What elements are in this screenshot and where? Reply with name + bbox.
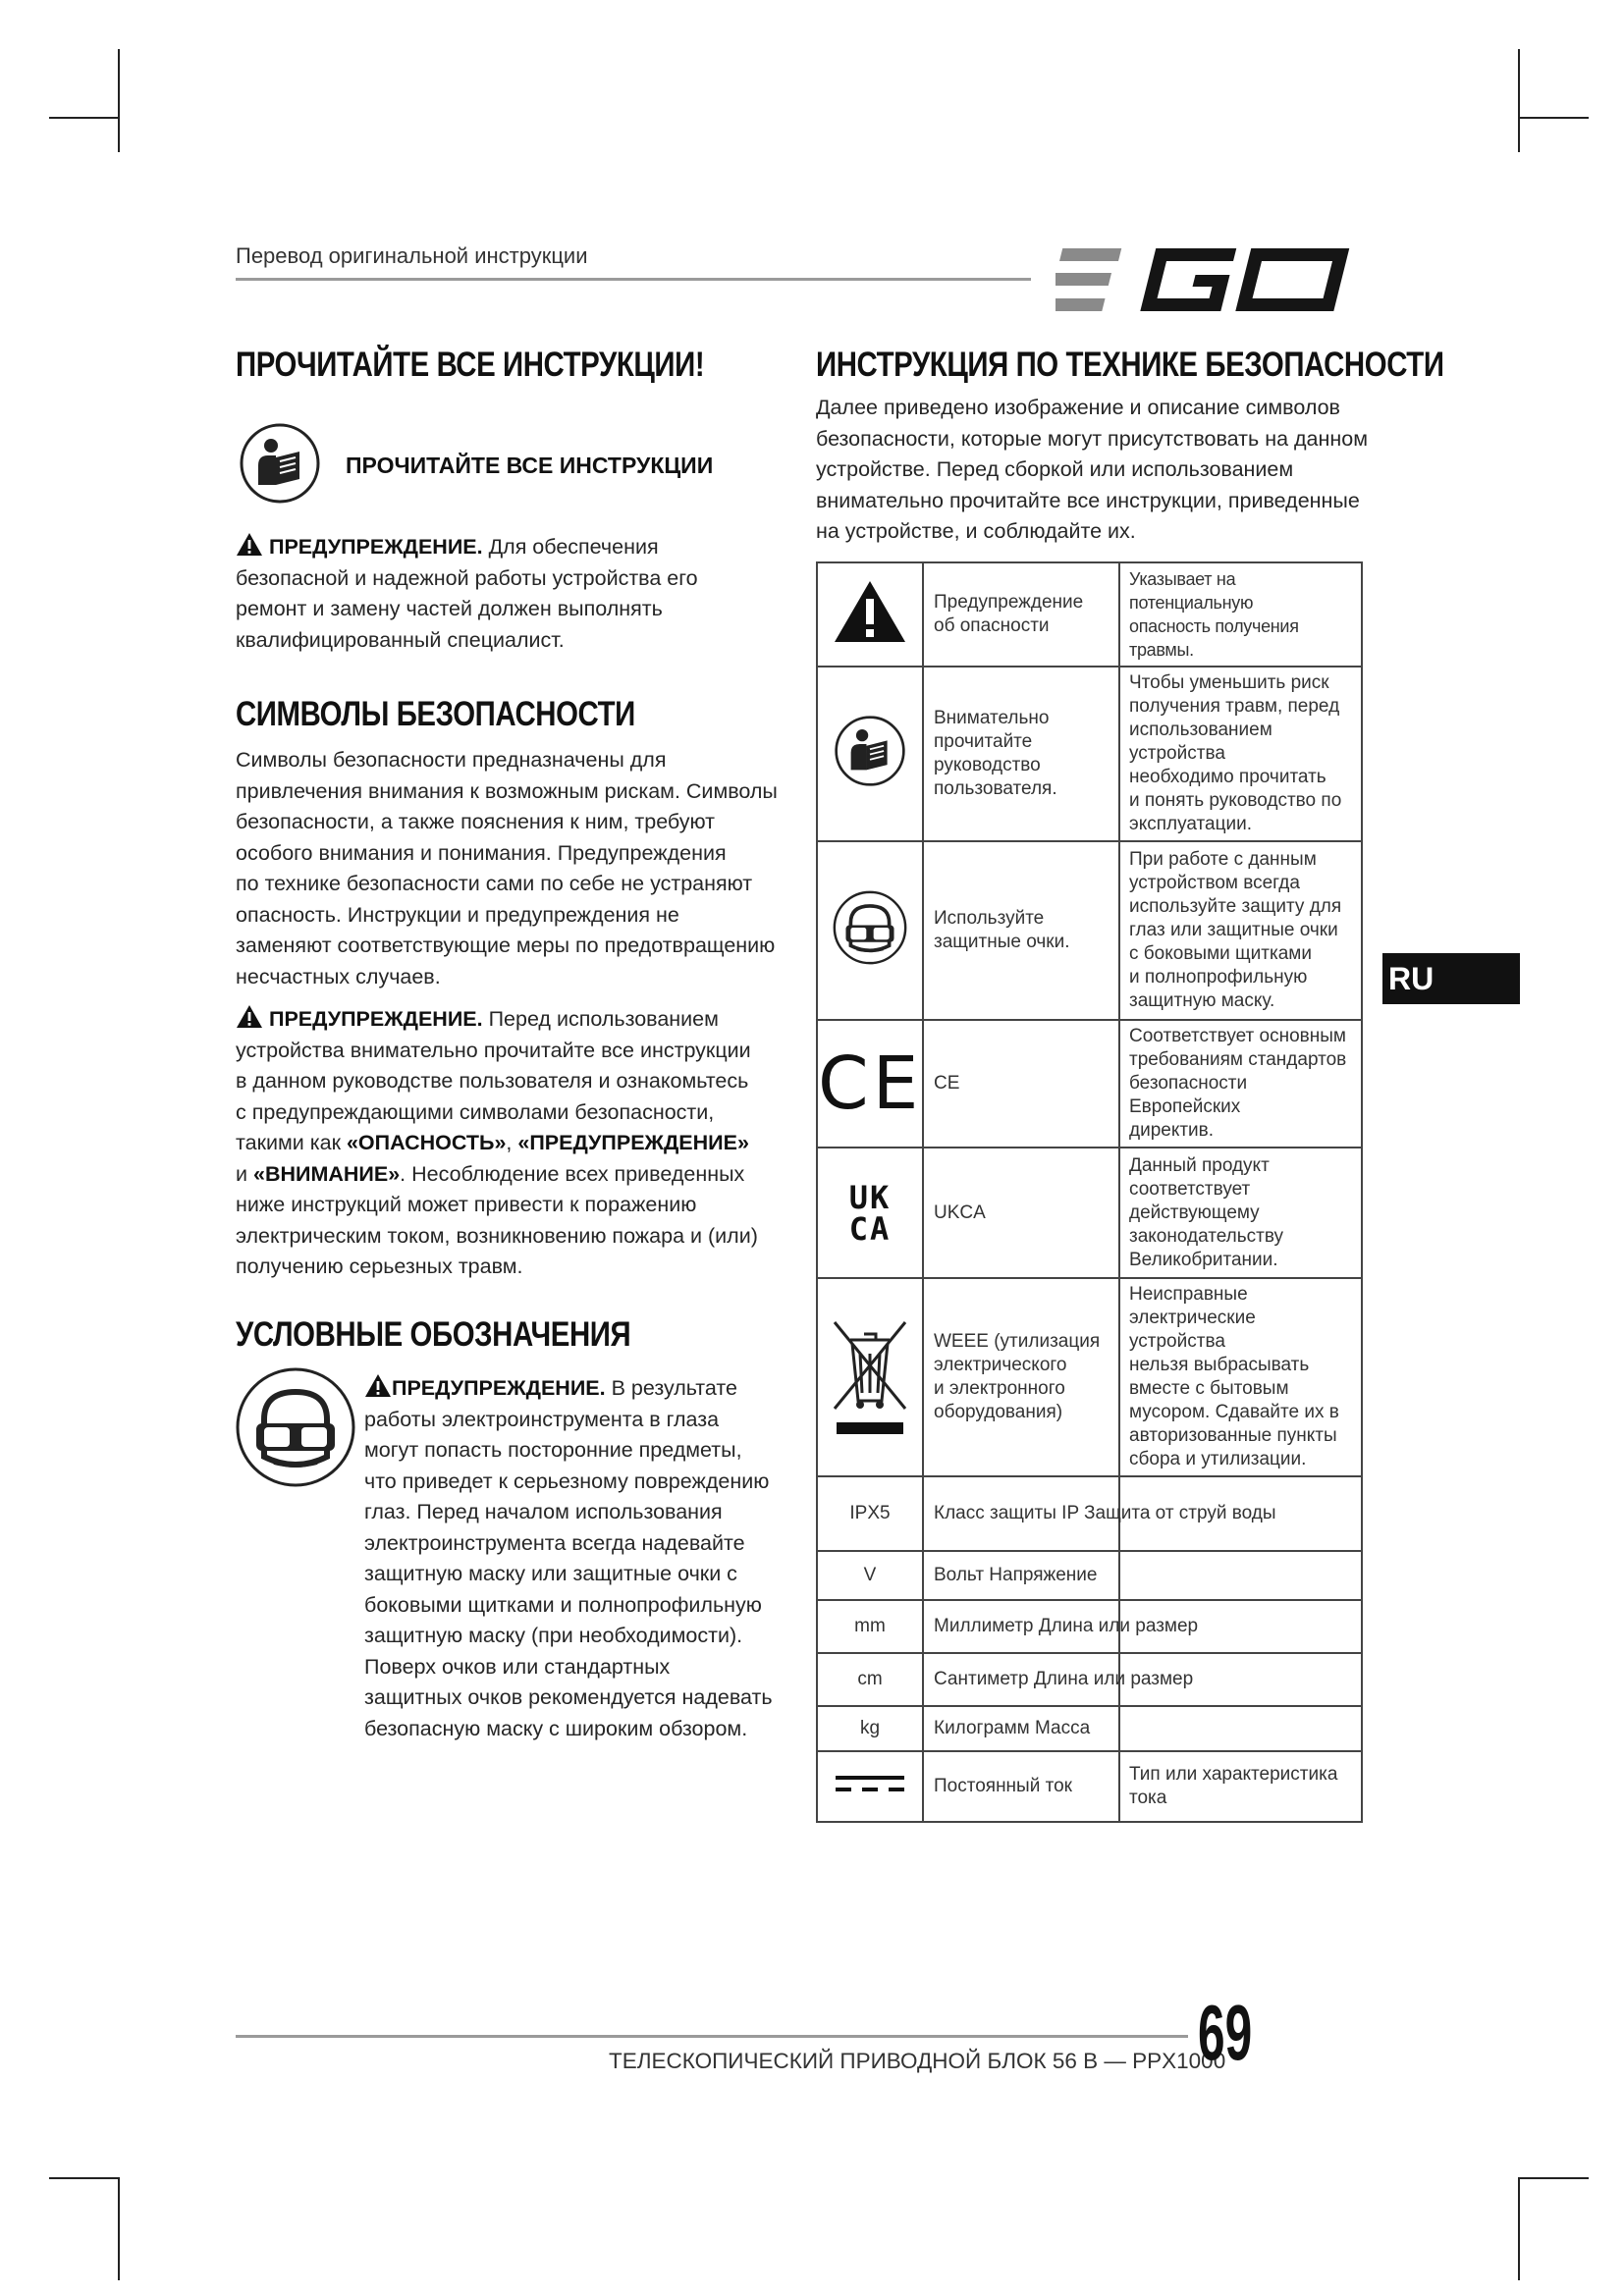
header-rule: [236, 278, 1031, 281]
cell-line: Чтобы уменьшить риск: [1129, 672, 1329, 693]
text-line: безопасную маску с широким обзором.: [364, 1716, 748, 1740]
name-cell: [923, 1551, 1119, 1600]
text-line: устройстве. Перед сборкой или использованием: [816, 457, 1294, 481]
desc-cell: [1119, 1751, 1362, 1822]
text-span: такими как: [236, 1131, 347, 1154]
ego-logo: [1056, 245, 1362, 314]
text-line: опасность. Инструкции и предупреждения не: [236, 902, 679, 927]
text-line: на устройстве, и соблюдайте их.: [816, 519, 1136, 543]
header-label: Перевод оригинальной инструкции: [236, 243, 588, 268]
symbol-cell: [817, 667, 923, 841]
name-cell: [923, 562, 1119, 667]
table-row: [817, 667, 1362, 841]
crop-mark: [1518, 2177, 1520, 2280]
text-line: Далее приведено изображение и описание символов: [816, 396, 1340, 419]
cell-line: Миллиметр Длина или размер: [934, 1616, 1199, 1636]
cell-line: получения травм, перед: [1129, 696, 1340, 717]
cell-line: Великобритании.: [1129, 1249, 1278, 1270]
symbol-cell: kg: [817, 1706, 923, 1751]
symbol-cell: [817, 1020, 923, 1148]
name-cell: [923, 1020, 1119, 1148]
ce-mark-icon: CE: [818, 1041, 923, 1126]
cell-line: электрического: [934, 1355, 1067, 1375]
cell-line: Килограмм Масса: [934, 1718, 1091, 1738]
text-line: в данном руководстве пользователя и ознакомьтесь: [236, 1069, 749, 1093]
table-row: [817, 1653, 1362, 1706]
text-line: защитных очков рекомендуется надевать: [364, 1685, 773, 1709]
text-line: боковыми щитками и полнопрофильную: [364, 1592, 762, 1617]
cell-line: Предупреждение: [934, 592, 1084, 613]
text-line: защитную маску (при необходимости).: [364, 1624, 743, 1647]
direct-current-icon: [836, 1774, 904, 1793]
text-line: внимательно прочитайте все инструкции, приведенные: [816, 488, 1360, 512]
table-row: [817, 1148, 1362, 1278]
warning-label: ПРЕДУПРЕЖДЕНИЕ.: [269, 535, 483, 559]
text-line: электроинструмента всегда надевайте: [364, 1530, 745, 1555]
text-line: с предупреждающими символами безопасности,: [236, 1099, 715, 1124]
symbol-cell: [817, 1278, 923, 1476]
safety-instructions-title: ИНСТРУКЦИЯ ПО ТЕХНИКЕ БЕЗОПАСНОСТИ: [816, 346, 1444, 384]
desc-cell: [1119, 1148, 1362, 1278]
legend-title: УСЛОВНЫЕ ОБОЗНАЧЕНИЯ: [236, 1315, 631, 1354]
symbol-cell: mm: [817, 1600, 923, 1653]
name-cell: [923, 1476, 1276, 1551]
warning-triangle-icon: [833, 579, 907, 644]
weee-bin-icon: [831, 1310, 909, 1438]
cell-line: используйте защиту для: [1129, 896, 1342, 917]
cell-line: Указывает на потенциальную: [1129, 569, 1254, 613]
text-line: безопасной и надежной работы устройства его: [236, 565, 698, 590]
safety-glasses-icon: [833, 890, 907, 965]
emphasis-text: «ОПАСНОСТЬ»: [346, 1131, 507, 1154]
cell-line: WEEE (утилизация: [934, 1331, 1101, 1352]
cell-line: использованием устройства: [1129, 720, 1272, 764]
crop-mark: [49, 117, 120, 119]
crop-mark: [1518, 117, 1589, 119]
warning-text: Для обеспечения: [482, 535, 659, 559]
text-line: [236, 1128, 795, 1159]
text-line: особого внимания и понимания. Предупреждения: [236, 840, 727, 865]
footer-rule: [236, 2035, 1188, 2038]
cell-line: Класс защиты IP Защита от струй воды: [934, 1503, 1276, 1523]
text-line: работы электроинструмента в глаза: [364, 1407, 720, 1431]
cell-line: и полнопрофильную: [1129, 967, 1308, 988]
symbol-cell: [817, 1751, 923, 1822]
crop-mark: [1518, 2177, 1589, 2179]
cell-line: Соответствует основным: [1129, 1026, 1346, 1046]
cell-line: Используйте: [934, 908, 1045, 929]
read-all-title: ПРОЧИТАЙТЕ ВСЕ ИНСТРУКЦИИ!: [236, 346, 705, 384]
cell-line: законодательству: [1129, 1225, 1284, 1247]
cell-line: Сантиметр Длина или размер: [934, 1669, 1194, 1689]
text-span: ,: [506, 1131, 518, 1154]
name-cell: [923, 667, 1119, 841]
text-line: устройства внимательно прочитайте все инструкции: [236, 1038, 751, 1062]
text-line: квалифицированный специалист.: [236, 627, 565, 652]
cell-line: авторизованные пункты: [1129, 1425, 1337, 1446]
safety-intro: [816, 393, 1376, 548]
name-cell: [923, 1148, 1119, 1278]
table-row: [817, 841, 1362, 1020]
table-row: [817, 1020, 1362, 1148]
read-icon-label: ПРОЧИТАЙТЕ ВСЕ ИНСТРУКЦИИ: [346, 453, 714, 478]
cell-line: об опасности: [934, 615, 1050, 636]
desc-cell: [1119, 667, 1362, 841]
cell-line: и понять руководство по: [1129, 790, 1342, 811]
cell-line: руководство: [934, 755, 1041, 775]
symbol-cell: cm: [817, 1653, 923, 1706]
cell-line: и электронного: [934, 1378, 1065, 1399]
cell-line: При работе с данным: [1129, 849, 1317, 870]
read-manual-icon: [834, 715, 906, 787]
symbol-cell: IPX5: [817, 1476, 923, 1551]
text-line: безопасности, которые могут присутствовать на данном: [816, 426, 1368, 451]
cell-line: директив.: [1129, 1120, 1215, 1141]
cell-line: Вольт Напряжение: [934, 1565, 1098, 1585]
text-line: что приведет к серьезному повреждению: [364, 1468, 770, 1493]
read-manual-icon: [239, 422, 321, 505]
cell-line: мусором. Сдавайте их в: [1129, 1402, 1339, 1422]
text-line: по технике безопасности сами по себе не устраняют: [236, 872, 753, 895]
cell-line: оборудования): [934, 1402, 1063, 1422]
text-line: ремонт и замену частей должен выполнять: [236, 597, 663, 620]
symbol-cell: V: [817, 1551, 923, 1600]
symbol-cell: [817, 562, 923, 667]
text-line: безопасности, а также пояснения к ним, требуют: [236, 810, 716, 833]
warning-2: [236, 1004, 795, 1283]
text-line: защитную маску или защитные очки с: [364, 1562, 737, 1585]
cell-line: глаз или защитные очки: [1129, 920, 1338, 940]
crop-mark: [118, 2177, 120, 2280]
warning-3: [364, 1373, 786, 1744]
warning-icon: [236, 532, 263, 557]
name-cell: [923, 1653, 1194, 1706]
cell-line: Постоянный ток: [934, 1776, 1072, 1796]
cell-line: Тип или характеристика: [1129, 1764, 1338, 1785]
cell-line: устройством всегда: [1129, 873, 1300, 893]
table-row: [817, 1706, 1362, 1751]
cell-line: пользователя.: [934, 778, 1057, 799]
cell-line: тока: [1129, 1788, 1167, 1808]
text-line: электрическим током, возникновению пожара и (или): [236, 1223, 758, 1248]
desc-cell: [1119, 1020, 1362, 1148]
text-line: несчастных случаев.: [236, 964, 441, 988]
table-row: [817, 1600, 1362, 1653]
cell-line: Данный продукт: [1129, 1154, 1270, 1176]
name-cell: [923, 1706, 1119, 1751]
cell-line: защитные очки.: [934, 932, 1070, 952]
symbol-cell: [817, 841, 923, 1020]
desc-cell: [1119, 841, 1362, 1020]
name-cell: [923, 1278, 1119, 1476]
warning-1: [236, 532, 785, 656]
cell-line: сбора и утилизации.: [1129, 1449, 1307, 1469]
cell-line: с боковыми щитками: [1129, 943, 1312, 964]
cell-line: безопасности Европейских: [1129, 1073, 1248, 1117]
text-span: и: [236, 1161, 253, 1186]
cell-line: CE: [934, 1073, 960, 1094]
warning-label: ПРЕДУПРЕЖДЕНИЕ.: [269, 1007, 483, 1031]
desc-cell: [1119, 1706, 1362, 1751]
name-cell: [923, 1751, 1119, 1822]
safety-symbols-title: СИМВОЛЫ БЕЗОПАСНОСТИ: [236, 695, 635, 733]
text-line: получению серьезных травм.: [236, 1255, 523, 1278]
warning-text: Перед использованием: [482, 1007, 719, 1031]
text-line: [236, 1159, 795, 1191]
table-row: [817, 1751, 1362, 1822]
ukca-mark-icon: UK CA: [848, 1178, 892, 1248]
table-row: [817, 562, 1362, 667]
warning-icon: [364, 1373, 392, 1398]
crop-mark: [1518, 49, 1520, 152]
emphasis-text: «ВНИМАНИЕ»: [252, 1161, 401, 1186]
cell-line: действующему: [1129, 1201, 1260, 1223]
cell-line: нельзя выбрасывать: [1129, 1355, 1310, 1375]
cell-line: Неисправные: [1129, 1284, 1248, 1305]
cell-line: прочитайте: [934, 731, 1033, 752]
symbol-cell: [817, 1148, 923, 1278]
desc-cell: [1119, 1278, 1362, 1476]
warning-text: В результате: [605, 1376, 737, 1400]
table-row: [817, 1278, 1362, 1476]
text-line: Поверх очков или стандартных: [364, 1654, 671, 1679]
cell-line: соответствует: [1129, 1178, 1251, 1200]
safety-symbols-text: [236, 745, 795, 992]
desc-cell: [1119, 1551, 1362, 1600]
footer-product: ТЕЛЕСКОПИЧЕСКИЙ ПРИВОДНОЙ БЛОК 56 В — PPX1000: [609, 2049, 1226, 2073]
text-line: глаз. Перед началом использования: [364, 1500, 723, 1523]
cell-line: необходимо прочитать: [1129, 767, 1326, 787]
cell-line: эксплуатации.: [1129, 814, 1252, 834]
cell-line: UKCA: [934, 1201, 986, 1223]
cell-line: электрические устройства: [1129, 1308, 1256, 1352]
cell-line: вместе с бытовым: [1129, 1378, 1289, 1399]
text-line: заменяют соответствующие меры по предотвращению: [236, 934, 776, 957]
cell-line: опасность получения травмы.: [1129, 616, 1299, 660]
text-line: могут попасть посторонние предметы,: [364, 1438, 742, 1462]
page-number: 69: [1198, 1989, 1253, 2076]
safety-glasses-icon: [235, 1366, 356, 1488]
symbols-table: [816, 561, 1363, 1823]
crop-mark: [118, 49, 120, 152]
crop-mark: [49, 2177, 120, 2179]
warning-icon: [236, 1004, 263, 1029]
text-span: . Несоблюдение всех приведенных: [400, 1161, 745, 1186]
language-tab: RU: [1382, 953, 1520, 1004]
text-line: Символы безопасности предназначены для: [236, 748, 667, 772]
cell-line: защитную маску.: [1129, 990, 1275, 1011]
emphasis-text: «ПРЕДУПРЕЖДЕНИЕ»: [517, 1131, 749, 1154]
name-cell: [923, 1600, 1199, 1653]
table-row: [817, 1551, 1362, 1600]
cell-line: Внимательно: [934, 708, 1050, 728]
cell-line: требованиям стандартов: [1129, 1049, 1347, 1070]
text-line: привлечения внимания к возможным рискам. Символы: [236, 778, 778, 803]
table-row: [817, 1476, 1362, 1551]
text-line: ниже инструкций может привести к поражению: [236, 1193, 697, 1216]
name-cell: [923, 841, 1119, 1020]
warning-label: ПРЕДУПРЕЖДЕНИЕ.: [392, 1376, 606, 1400]
desc-cell: [1119, 562, 1362, 667]
